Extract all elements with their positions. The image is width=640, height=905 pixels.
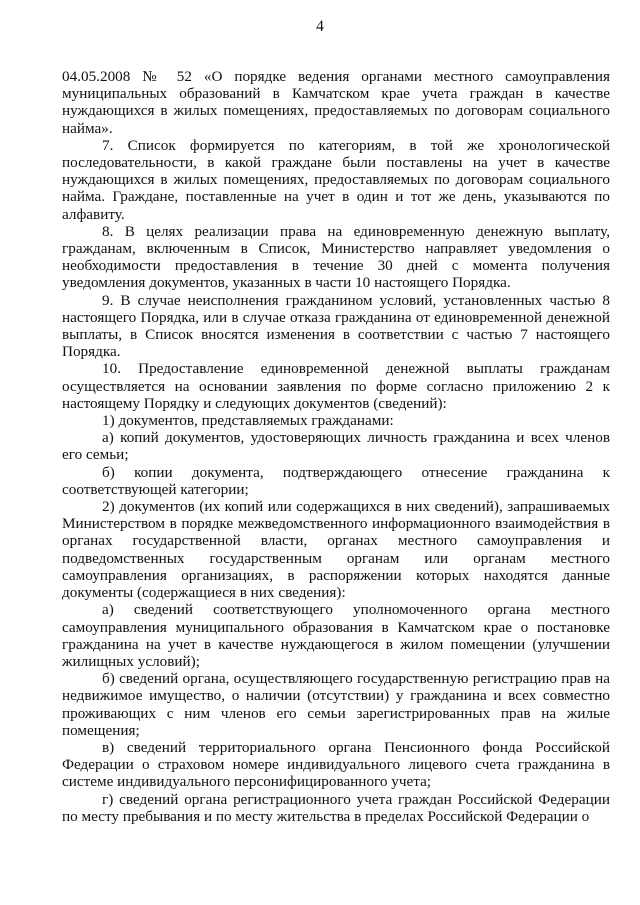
subitem-1: 1) документов, представляемых гражданами:	[102, 412, 394, 430]
paragraph-item-10: 10. Предоставление единовременной денежной выплаты гражданам осуществляется на основании заявления по форме согласно приложению 2 к настоящему Порядку и следующих документов (сведений):	[62, 360, 610, 412]
paragraph-item-8: 8. В целях реализации права на единовременную денежную выплату, гражданам, включенным в Список, Министерство направляет уведомления о необходимости предоставления в течение 30 дней с момента получения уведомления документов, указанных в части 10 настоящего Порядка.	[62, 222, 610, 292]
paragraph-continuation: 04.05.2008 № 52 «О порядке ведения органами местного самоуправления муниципальных образований в Камчатском крае учета граждан в качестве нуждающихся в жилых помещениях, предоставляемых по договорам социального найма».	[62, 68, 610, 137]
document-body	[62, 68, 610, 825]
paragraph-item-7: 7. Список формируется по категориям, в той же хронологической последовательности, в какой граждане были поставлены на учет в качестве нуждающихся в жилых помещениях, предоставляемых по договорам социального найма. Граждане, поставленные на учет в один и тот же день, указываются по алфавиту.	[62, 136, 610, 223]
subitem-2-g: г) сведений органа регистрационного учета граждан Российской Федерации по месту пребывания и по месту жительства в пределах Российской Федерации о	[62, 790, 610, 825]
subitem-2-a: а) сведений соответствующего уполномоченного органа местного самоуправления муниципального образования в Камчатском крае о постановке гражданина на учет в качестве нуждающегося в жилом помещении (улучшении жилищных условий);	[62, 601, 610, 670]
subitem-2: 2) документов (их копий или содержащихся в них сведений), запрашиваемых Министерством в порядке межведомственного информационного взаимодействия в органах государственной власти, органах местного самоуправления и подведомственных государственным органам или органам местного самоуправления организациях, в распоряжении которых находятся данные документы (содержащиеся в них сведения):	[62, 498, 610, 602]
subitem-2-b: б) сведений органа, осуществляющего государственную регистрацию прав на недвижимое имущество, о наличии (отсутствии) у гражданина и всех совместно проживающих с ним членов его семьи зарегистрированных прав на жилые помещения;	[62, 670, 610, 739]
page-number: 4	[316, 18, 324, 35]
subitem-1-b: б) копии документа, подтверждающего отнесение гражданина к соответствующей категории;	[62, 463, 610, 498]
subitem-2-v: в) сведений территориального органа Пенсионного фонда Российской Федерации о страховом номере индивидуального лицевого счета гражданина в системе индивидуального персонифицированного учета;	[62, 738, 610, 791]
subitem-1-a: а) копий документов, удостоверяющих личность гражданина и всех членов его семьи;	[62, 429, 610, 464]
paragraph-item-9: 9. В случае неисполнения гражданином условий, установленных частью 8 настоящего Порядка, или в случае отказа гражданина от единовременной денежной выплаты, в Список вносятся изменения в соответствии с частью 7 настоящего Порядка.	[62, 291, 610, 361]
